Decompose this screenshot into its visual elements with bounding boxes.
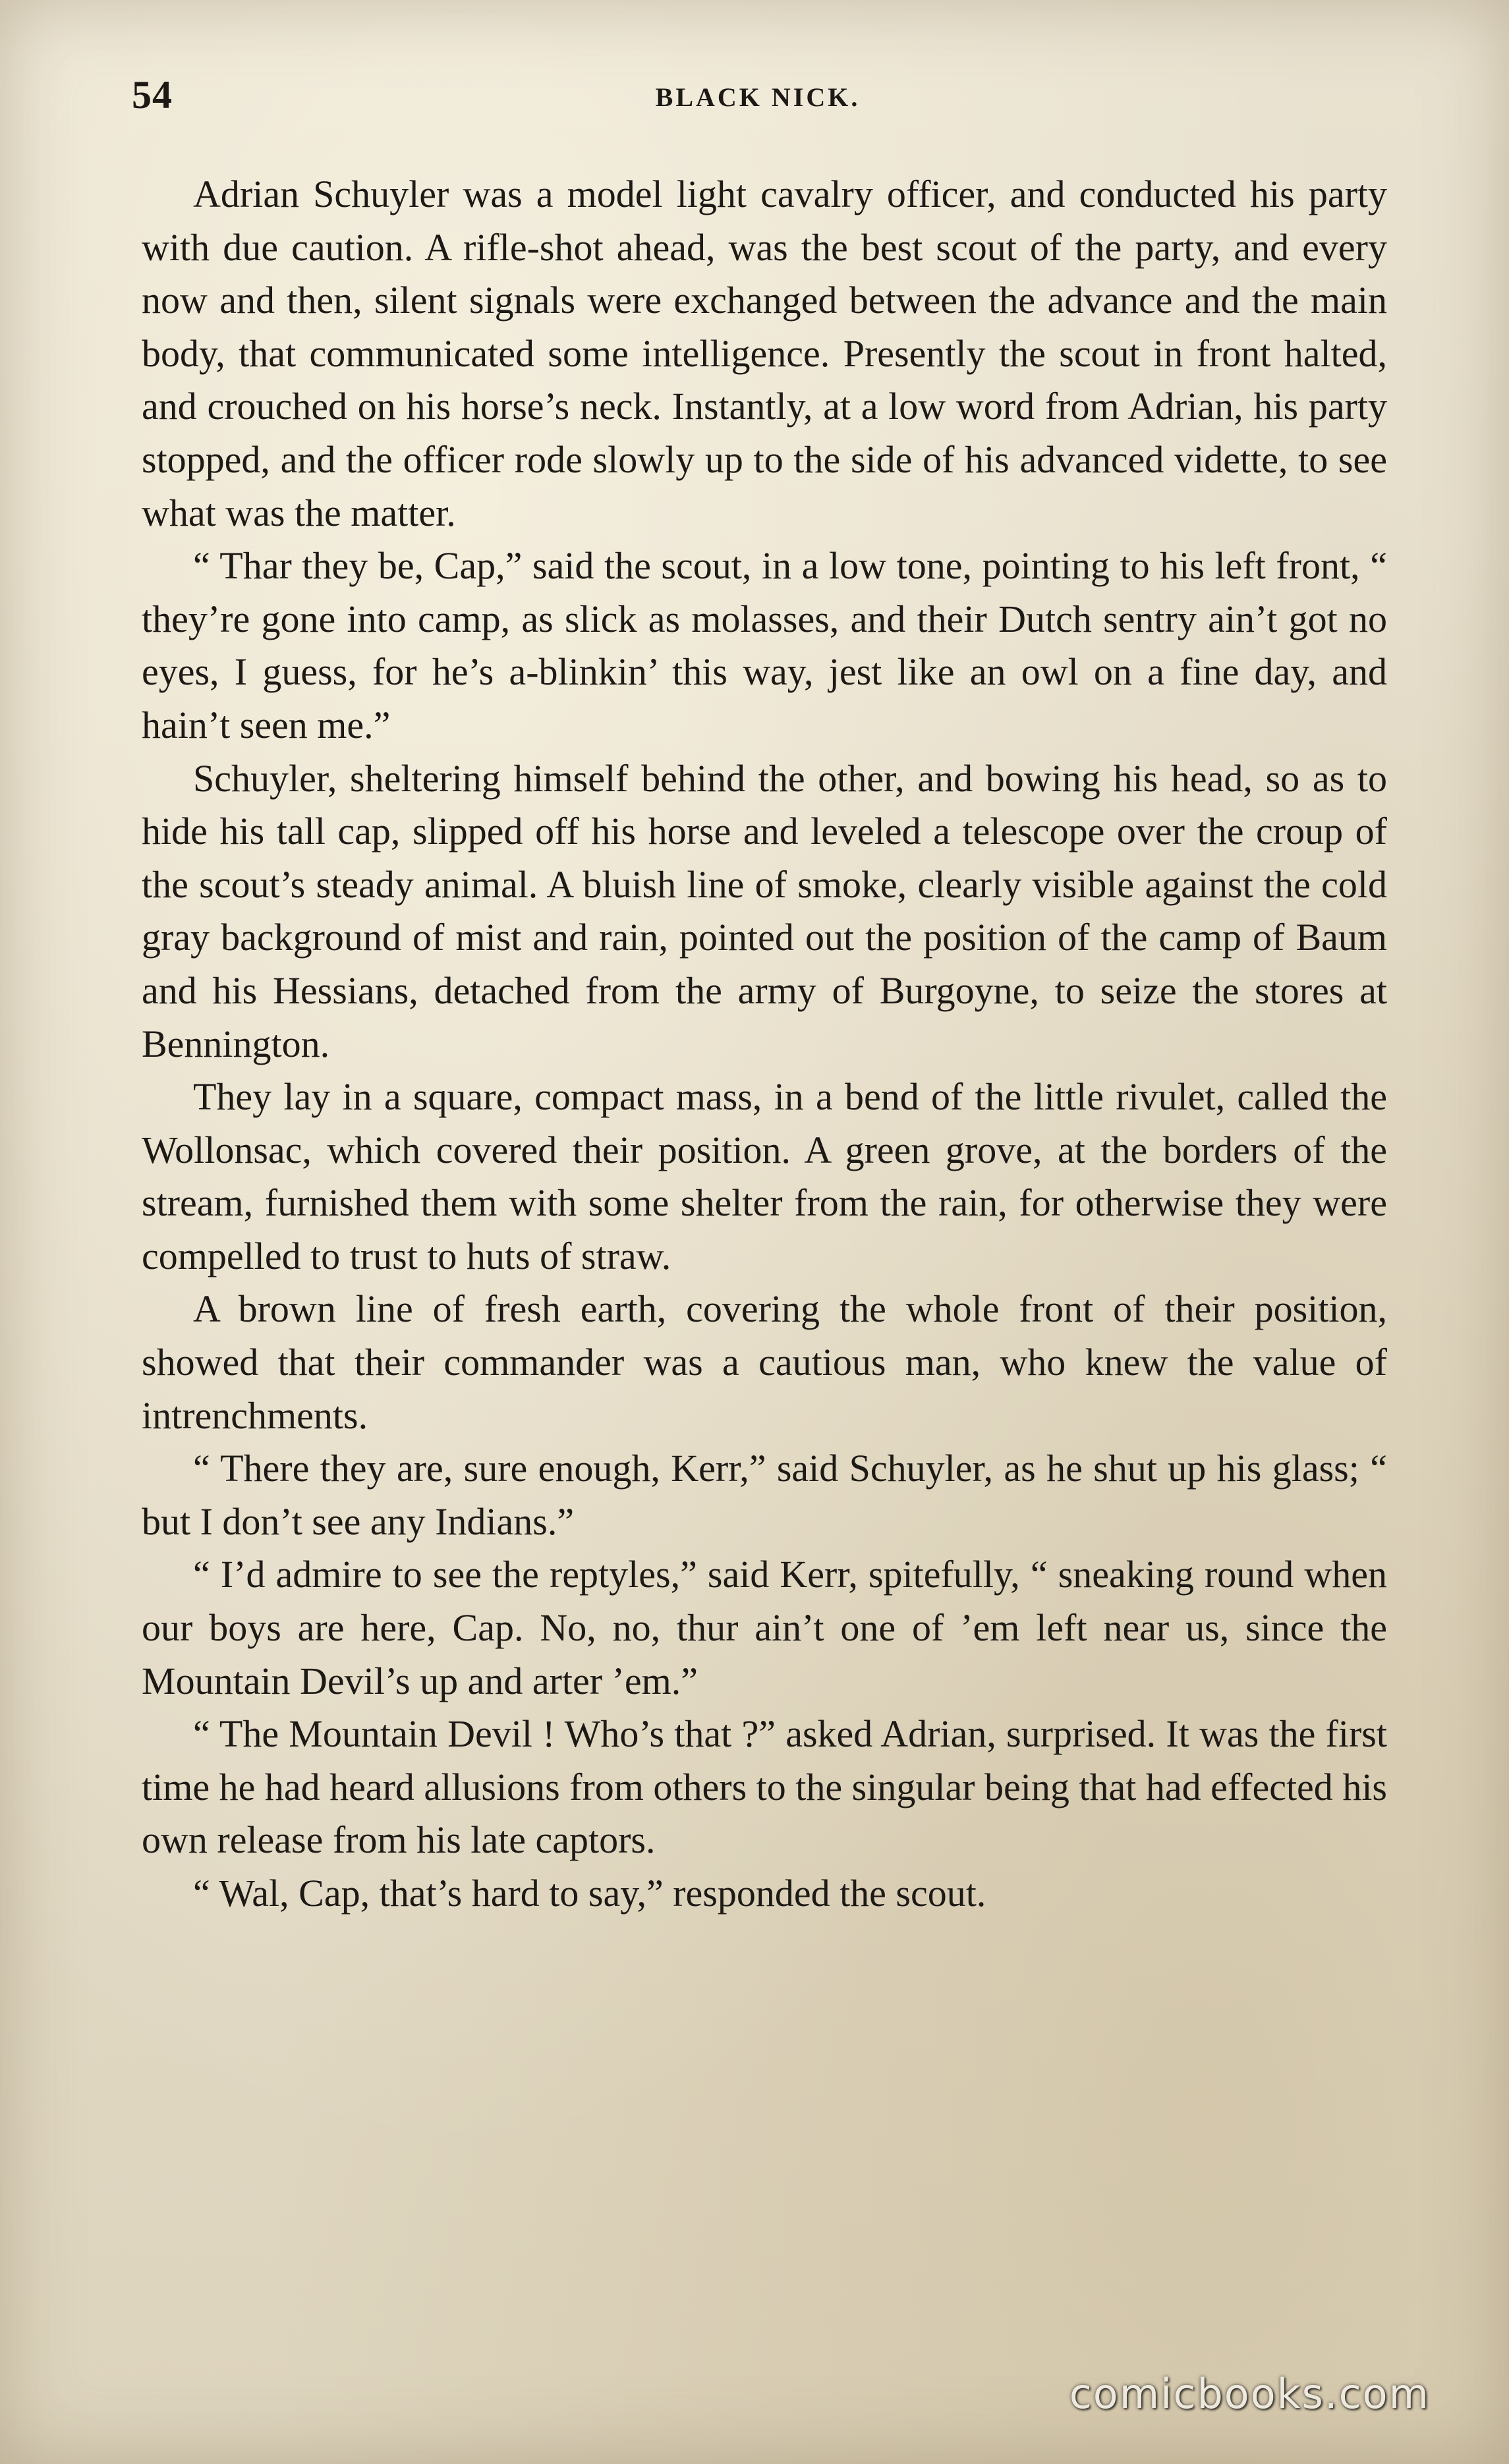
paragraph: Adrian Schuyler was a model light cavalry officer, and conducted his party with due caution. A rifle-shot ahead, was the best scout of the party, and every now and then, silent signals were exchanged between the advance and the main body, that communicated some intelligence. Presently the scout in front halted, and crouched on his horse’s neck. Instantly, at a low word from Adrian, his party stopped, and the officer rode slowly up to the side of his advanced vidette, to see what was the matter. [142, 173, 1387, 534]
paragraph: A brown line of fresh earth, covering the whole front of their position, showed that their commander was a cautious man, who knew the value of intrenchments. [142, 1287, 1387, 1437]
body-text [142, 168, 1387, 1920]
paragraph: They lay in a square, compact mass, in a bend of the little rivulet, called the Wollonsac, which covered their position. A green grove, at the borders of the stream, furnished them with some shelter from the rain, for otherwise they were compelled to trust to huts of straw. [142, 1075, 1387, 1277]
running-head: BLACK NICK. [655, 82, 861, 112]
paragraph: “ Thar they be, Cap,” said the scout, in a low tone, pointing to his left front, “ they’re gone into camp, as slick as molasses, and their Dutch sentry ain’t got no eyes, I guess, for he’s a-blinkin’ this way, jest like an owl on a fine day, and hain’t seen me.” [142, 544, 1387, 746]
watermark: comicbooks.com [1069, 2370, 1430, 2418]
paragraph: “ I’d admire to see the reptyles,” said Kerr, spitefully, “ sneaking round when our boys are here, Cap. No, no, thur ain’t one of ’em left near us, since the Mountain Devil’s up and arter ’em.” [142, 1553, 1387, 1702]
paragraph: “ The Mountain Devil ! Who’s that ?” asked Adrian, surprised. It was the first time he had heard allusions from others to the singular being that had effected his own release from his late captors. [142, 1712, 1387, 1862]
paragraph: Schuyler, sheltering himself behind the other, and bowing his head, so as to hide his tall cap, slipped off his horse and leveled a telescope over the croup of the scout’s steady animal. A bluish line of smoke, clearly visible against the cold gray background of mist and rain, pointed out the position of the camp of Baum and his Hessians, detached from the army of Burgoyne, to seize the stores at Bennington. [142, 756, 1387, 1065]
paragraph: “ There they are, sure enough, Kerr,” said Schuyler, as he shut up his glass; “ but I don’t see any Indians.” [142, 1447, 1387, 1543]
page-number: 54 [132, 73, 173, 117]
page-header [132, 72, 1384, 132]
paragraph: “ Wal, Cap, that’s hard to say,” responded the scout. [193, 1872, 986, 1915]
